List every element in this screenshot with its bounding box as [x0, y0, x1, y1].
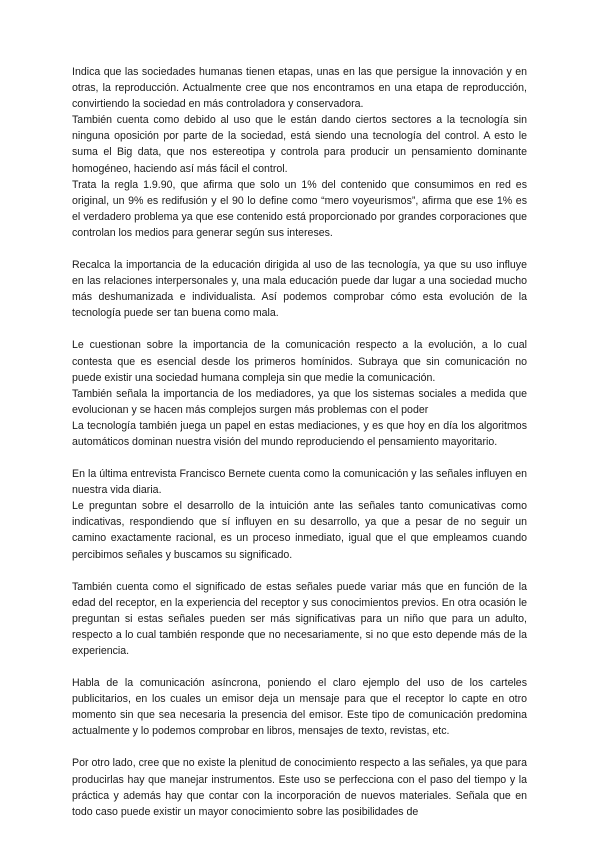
paragraph: Habla de la comunicación asíncrona, poniendo el claro ejemplo del uso de los carteles publicitarios, en los cuales un emisor deja un mensaje para que el receptor lo capte en otro momento sin que sea necesaria la presencia del emisor. Este tipo de comunicación predomina actualmente y lo podemos comprobar en libros, mensajes de texto, revistas, etc.	[72, 677, 527, 738]
paragraph: Trata la regla 1.9.90, que afirma que solo un 1% del contenido que consumimos en red es original, un 9% es redifusión y el 90 lo define como “mero voyeurismos”, afirma que ese 1% es el verdadero problema ya que ese contenido está proporcionado por grandes corporaciones que controlan los medios para generar según sus intereses.	[72, 178, 527, 239]
paragraph: Recalca la importancia de la educación dirigida al uso de las tecnología, ya que su uso influye en las relaciones interpersonales y, una mala educación puede dar lugar a una sociedad mucho más deshumanizada e individualista. Así podemos comprobar cómo esta evolución de la tecnología puede ser tan buena como mala.	[72, 259, 527, 320]
document-body	[72, 64, 527, 820]
paragraph: También cuenta como el significado de estas señales puede variar más que en función de la edad del receptor, en la experiencia del receptor y sus conocimientos previos. En otra ocasión le preguntan si estas señales pueden ser más significativas para un niño que para un adulto, respecto a lo cual también responde que no necesariamente, si no que esto depende más de la experiencia.	[72, 580, 527, 657]
paragraph: También cuenta como debido al uso que le están dando ciertos sectores a la tecnología sin ninguna oposición por parte de la sociedad, está siendo una tecnología del control. A esto le suma el Big data, que nos estereotipa y controla para producir un pensamiento dominante homogéneo, haciendo así más fácil el control.	[72, 114, 527, 175]
paragraph: La tecnología también juega un papel en estas mediaciones, y es que hoy en día los algoritmos automáticos dominan nuestra visión del mundo reproduciendo el pensamiento mayoritario.	[72, 419, 527, 448]
paragraph: En la última entrevista Francisco Bernete cuenta como la comunicación y las señales influyen en nuestra vida diaria.	[72, 468, 527, 497]
paragraph: Le preguntan sobre el desarrollo de la intuición ante las señales tanto comunicativas como indicativas, respondiendo que sí influyen en su desarrollo, ya que a pesar de no seguir un camino exactamente racional, es un proceso inmediato, igual que el que empleamos cuando percibimos señales y buscamos su significado.	[72, 500, 527, 561]
paragraph: Por otro lado, cree que no existe la plenitud de conocimiento respecto a las señales, ya que para producirlas hay que manejar instrumentos. Este uso se perfecciona con el paso del tiempo y la práctica y además hay que contar con la incorporación de nuevos materiales. Señala que en todo caso puede existir un mayor conocimiento sobre las posibilidades de	[72, 757, 527, 818]
paragraph: Le cuestionan sobre la importancia de la comunicación respecto a la evolución, a lo cual contesta que es esencial desde los primeros homínidos. Subraya que sin comunicación no puede existir una sociedad humana compleja sin que medie la comunicación.	[72, 339, 527, 384]
paragraph: Indica que las sociedades humanas tienen etapas, unas en las que persigue la innovación y en otras, la reproducción. Actualmente cree que nos encontramos en una etapa de reproducción, convirtiendo la sociedad en más controladora y conservadora.	[72, 66, 527, 111]
paragraph: También señala la importancia de los mediadores, ya que los sistemas sociales a medida que evolucionan y se hacen más complejos surgen más problemas con el poder	[72, 387, 527, 416]
